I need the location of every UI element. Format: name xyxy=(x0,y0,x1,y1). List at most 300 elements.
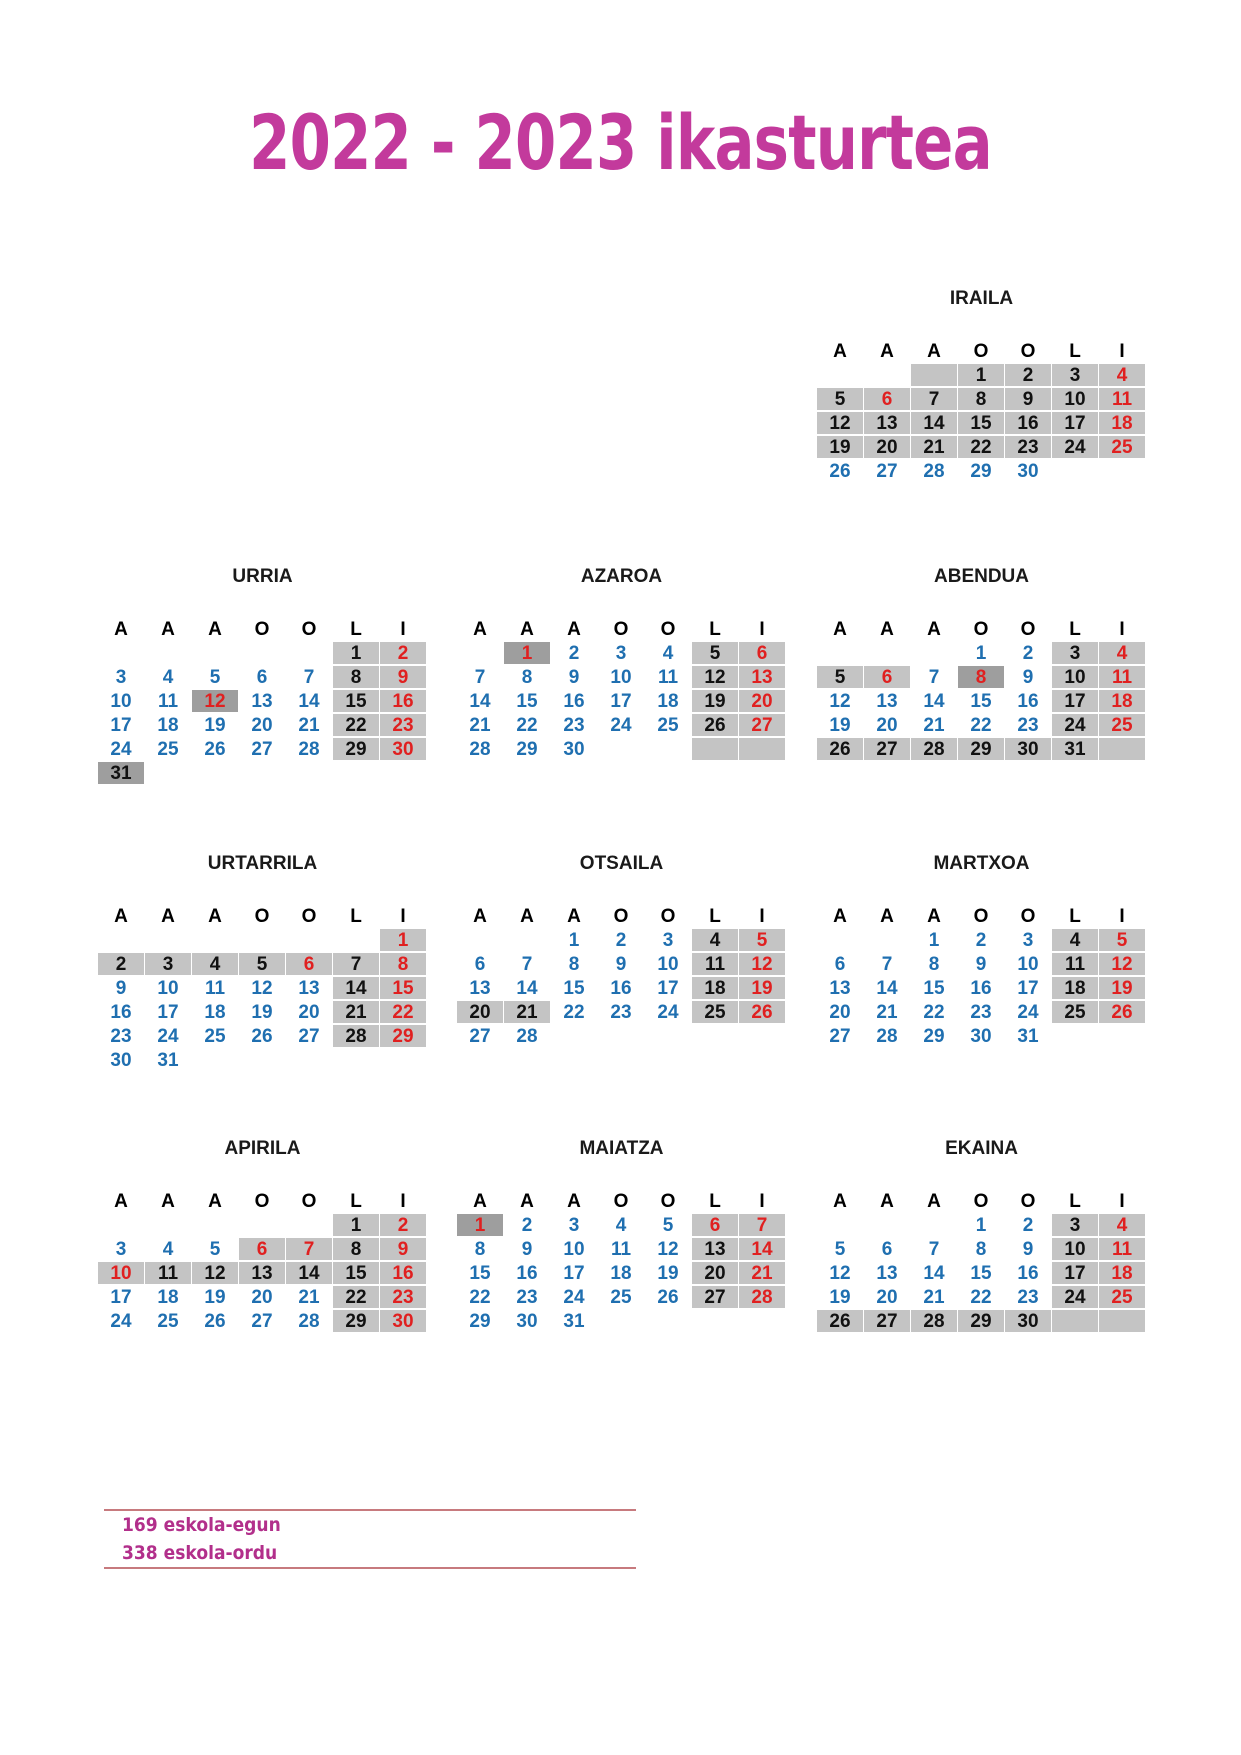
day-cell: 10 xyxy=(1052,666,1099,689)
day-cell: 9 xyxy=(1005,388,1052,411)
weekday-header: A xyxy=(98,618,145,641)
weekday-header: A xyxy=(145,618,192,641)
weekday-header: O xyxy=(286,1190,333,1213)
day-cell: 18 xyxy=(1052,977,1099,1000)
weekday-header: A xyxy=(864,1190,911,1213)
month-name: URTARRILA xyxy=(207,853,318,874)
day-cell: 18 xyxy=(145,1286,192,1309)
week-row xyxy=(98,929,427,953)
day-cell: 11 xyxy=(1099,1238,1146,1261)
weekday-header: A xyxy=(457,618,504,641)
empty-cell xyxy=(286,929,333,952)
day-cell: 20 xyxy=(239,714,286,737)
day-cell: 31 xyxy=(551,1310,598,1333)
day-cell: 7 xyxy=(333,953,380,976)
day-cell: 16 xyxy=(598,977,645,1000)
month-name: APIRILA xyxy=(224,1138,301,1159)
weekday-header: I xyxy=(1099,340,1146,363)
month-name: MARTXOA xyxy=(933,853,1030,874)
day-cell: 22 xyxy=(457,1286,504,1309)
day-cell: 20 xyxy=(692,1262,739,1285)
week-row xyxy=(817,977,1146,1001)
month-ekaina xyxy=(817,1138,1146,1368)
day-cell: 16 xyxy=(1005,1262,1052,1285)
empty-cell xyxy=(864,1214,911,1237)
day-cell: 24 xyxy=(645,1001,692,1024)
day-cell: 29 xyxy=(958,1310,1005,1333)
day-cell: 18 xyxy=(1099,690,1146,713)
day-cell: 14 xyxy=(911,690,958,713)
day-cell: 10 xyxy=(1005,953,1052,976)
day-cell: 14 xyxy=(457,690,504,713)
day-cell: 5 xyxy=(192,1238,239,1261)
day-cell: 20 xyxy=(864,1286,911,1309)
day-cell: 11 xyxy=(145,1262,192,1285)
day-cell: 15 xyxy=(911,977,958,1000)
day-cell: 27 xyxy=(864,1310,911,1333)
weekday-header: I xyxy=(739,1190,786,1213)
week-row xyxy=(98,1286,427,1310)
weekday-header: A xyxy=(911,1190,958,1213)
day-cell: 3 xyxy=(145,953,192,976)
day-cell: 5 xyxy=(692,642,739,665)
day-cell: 6 xyxy=(457,953,504,976)
weekday-header: O xyxy=(958,340,1005,363)
day-cell: 13 xyxy=(286,977,333,1000)
day-cell: 25 xyxy=(192,1025,239,1048)
weekday-header: L xyxy=(333,1190,380,1213)
week-row xyxy=(817,460,1146,484)
day-cell: 11 xyxy=(598,1238,645,1261)
day-cell: 17 xyxy=(1005,977,1052,1000)
week-row xyxy=(457,666,786,690)
day-cell: 23 xyxy=(504,1286,551,1309)
empty-cell xyxy=(145,762,192,785)
empty-cell xyxy=(457,642,504,665)
day-cell: 22 xyxy=(333,714,380,737)
day-cell: 27 xyxy=(239,1310,286,1333)
day-cell: 17 xyxy=(1052,1262,1099,1285)
weekday-header: I xyxy=(380,618,427,641)
day-cell: 10 xyxy=(98,1262,145,1285)
weekday-header-row xyxy=(817,618,1146,642)
weekday-header: O xyxy=(239,1190,286,1213)
week-row xyxy=(98,1025,427,1049)
day-cell: 2 xyxy=(551,642,598,665)
weekday-header: A xyxy=(504,618,551,641)
day-cell: 12 xyxy=(192,690,239,713)
day-cell: 18 xyxy=(645,690,692,713)
weekday-header: A xyxy=(145,905,192,928)
weekday-header: I xyxy=(380,1190,427,1213)
day-cell: 1 xyxy=(457,1214,504,1237)
day-cell: 17 xyxy=(145,1001,192,1024)
weekday-header: A xyxy=(457,905,504,928)
empty-cell xyxy=(192,1214,239,1237)
week-row xyxy=(98,762,427,786)
day-cell: 16 xyxy=(504,1262,551,1285)
weekday-header: I xyxy=(1099,1190,1146,1213)
empty-cell xyxy=(1099,1025,1146,1048)
day-cell: 6 xyxy=(864,666,911,689)
day-cell: 15 xyxy=(380,977,427,1000)
day-cell: 24 xyxy=(1005,1001,1052,1024)
day-cell: 7 xyxy=(504,953,551,976)
weekday-header: A xyxy=(864,905,911,928)
week-row xyxy=(98,1001,427,1025)
day-cell: 21 xyxy=(333,1001,380,1024)
day-cell: 15 xyxy=(958,1262,1005,1285)
day-cell: 12 xyxy=(239,977,286,1000)
week-row xyxy=(817,1001,1146,1025)
empty-cell xyxy=(598,738,645,761)
week-row xyxy=(817,738,1146,762)
day-cell: 23 xyxy=(98,1025,145,1048)
weekday-header: O xyxy=(645,618,692,641)
empty-cell xyxy=(864,642,911,665)
empty-cell xyxy=(145,1214,192,1237)
day-cell: 27 xyxy=(864,738,911,761)
weekday-header: A xyxy=(145,1190,192,1213)
empty-cell xyxy=(333,1049,380,1072)
day-cell: 29 xyxy=(958,460,1005,483)
empty-cell xyxy=(817,929,864,952)
weekday-header: L xyxy=(333,618,380,641)
weekday-header: A xyxy=(98,905,145,928)
weekday-header: A xyxy=(864,340,911,363)
week-row xyxy=(98,738,427,762)
day-cell: 25 xyxy=(598,1286,645,1309)
empty-cell xyxy=(692,1310,739,1333)
empty-cell xyxy=(145,642,192,665)
month-iraila xyxy=(817,288,1146,508)
day-cell: 26 xyxy=(817,460,864,483)
weekday-header: A xyxy=(504,1190,551,1213)
day-cell: 4 xyxy=(1099,1214,1146,1237)
weekday-header-row xyxy=(457,618,786,642)
day-cell: 9 xyxy=(98,977,145,1000)
empty-cell xyxy=(333,762,380,785)
weekday-header: O xyxy=(239,618,286,641)
weekday-header: O xyxy=(239,905,286,928)
day-cell: 31 xyxy=(1052,738,1099,761)
week-row xyxy=(817,1238,1146,1262)
weekday-header: I xyxy=(1099,618,1146,641)
day-cell: 19 xyxy=(239,1001,286,1024)
day-cell: 26 xyxy=(817,1310,864,1333)
day-cell: 28 xyxy=(911,1310,958,1333)
day-cell: 28 xyxy=(504,1025,551,1048)
day-cell: 27 xyxy=(457,1025,504,1048)
day-cell: 11 xyxy=(1099,388,1146,411)
month-name: URRIA xyxy=(232,566,293,587)
weekday-header: L xyxy=(692,905,739,928)
empty-cell xyxy=(286,642,333,665)
day-cell: 15 xyxy=(958,690,1005,713)
day-cell: 25 xyxy=(145,1310,192,1333)
week-row xyxy=(98,953,427,977)
day-cell: 2 xyxy=(1005,642,1052,665)
weekday-header-row xyxy=(98,1190,427,1214)
week-row xyxy=(457,642,786,666)
day-cell: 3 xyxy=(598,642,645,665)
day-cell: 8 xyxy=(457,1238,504,1261)
day-cell: 21 xyxy=(911,1286,958,1309)
empty-cell xyxy=(911,642,958,665)
day-cell: 18 xyxy=(1099,1262,1146,1285)
day-cell: 30 xyxy=(1005,460,1052,483)
day-cell: 23 xyxy=(551,714,598,737)
day-cell: 5 xyxy=(817,388,864,411)
month-azaroa xyxy=(457,566,786,796)
day-cell: 23 xyxy=(1005,714,1052,737)
day-cell: 17 xyxy=(98,1286,145,1309)
weekday-header: I xyxy=(739,618,786,641)
day-cell: 20 xyxy=(239,1286,286,1309)
day-cell: 3 xyxy=(1005,929,1052,952)
day-cell: 28 xyxy=(739,1286,786,1309)
day-cell: 9 xyxy=(598,953,645,976)
day-cell: 31 xyxy=(98,762,145,785)
day-cell: 2 xyxy=(504,1214,551,1237)
day-cell: 21 xyxy=(911,436,958,459)
empty-cell xyxy=(333,929,380,952)
day-cell: 8 xyxy=(333,1238,380,1261)
day-cell: 3 xyxy=(1052,364,1099,387)
day-cell: 30 xyxy=(380,738,427,761)
week-row xyxy=(98,1238,427,1262)
day-cell: 17 xyxy=(98,714,145,737)
day-cell: 23 xyxy=(380,1286,427,1309)
month-name: OTSAILA xyxy=(579,853,664,874)
week-row xyxy=(817,690,1146,714)
day-cell: 16 xyxy=(380,690,427,713)
weekday-header-row xyxy=(457,905,786,929)
day-cell: 21 xyxy=(457,714,504,737)
week-row xyxy=(98,1262,427,1286)
week-row xyxy=(817,1025,1146,1049)
empty-cell xyxy=(239,642,286,665)
day-cell: 25 xyxy=(145,738,192,761)
week-row xyxy=(817,714,1146,738)
empty-cell xyxy=(551,1025,598,1048)
day-cell: 27 xyxy=(864,460,911,483)
day-cell: 13 xyxy=(239,1262,286,1285)
day-cell: 18 xyxy=(598,1262,645,1285)
month-name: EKAINA xyxy=(945,1138,1018,1159)
day-cell: 21 xyxy=(911,714,958,737)
empty-cell xyxy=(645,1310,692,1333)
day-cell: 2 xyxy=(1005,1214,1052,1237)
day-cell: 1 xyxy=(333,642,380,665)
weekday-header: O xyxy=(645,1190,692,1213)
day-cell: 25 xyxy=(645,714,692,737)
day-cell: 9 xyxy=(1005,666,1052,689)
empty-cell xyxy=(645,1025,692,1048)
empty-cell xyxy=(1052,460,1099,483)
day-cell: 17 xyxy=(551,1262,598,1285)
week-row xyxy=(817,1310,1146,1334)
day-cell: 12 xyxy=(692,666,739,689)
day-cell: 15 xyxy=(333,690,380,713)
weekday-header: A xyxy=(457,1190,504,1213)
day-cell: 7 xyxy=(739,1214,786,1237)
day-cell: 21 xyxy=(286,1286,333,1309)
weekday-header: A xyxy=(504,905,551,928)
day-cell: 5 xyxy=(739,929,786,952)
weekday-header: O xyxy=(1005,1190,1052,1213)
week-row xyxy=(457,1262,786,1286)
day-cell: 6 xyxy=(692,1214,739,1237)
day-cell: 7 xyxy=(286,666,333,689)
day-cell: 21 xyxy=(864,1001,911,1024)
weekday-header: I xyxy=(739,905,786,928)
day-cell: 22 xyxy=(911,1001,958,1024)
day-cell: 29 xyxy=(333,1310,380,1333)
day-cell: 10 xyxy=(645,953,692,976)
day-cell: 3 xyxy=(1052,642,1099,665)
week-row xyxy=(457,714,786,738)
day-cell: 26 xyxy=(645,1286,692,1309)
weekday-header: A xyxy=(551,618,598,641)
school-hours-count: 338 eskola-ordu xyxy=(122,1542,278,1564)
weekday-header-row xyxy=(98,618,427,642)
empty-cell xyxy=(98,1214,145,1237)
day-cell: 4 xyxy=(692,929,739,952)
day-cell: 31 xyxy=(145,1049,192,1072)
school-days-count: 169 eskola-egun xyxy=(122,1514,281,1536)
day-cell: 9 xyxy=(380,1238,427,1261)
day-cell: 16 xyxy=(1005,412,1052,435)
empty-cell xyxy=(457,929,504,952)
day-cell: 2 xyxy=(598,929,645,952)
empty-cell xyxy=(692,1025,739,1048)
day-cell: 5 xyxy=(645,1214,692,1237)
day-cell: 13 xyxy=(817,977,864,1000)
empty-cell xyxy=(817,1214,864,1237)
weekday-header: O xyxy=(958,618,1005,641)
day-cell: 9 xyxy=(551,666,598,689)
day-cell: 3 xyxy=(98,666,145,689)
day-cell: 7 xyxy=(457,666,504,689)
weekday-header: A xyxy=(98,1190,145,1213)
day-cell: 10 xyxy=(551,1238,598,1261)
week-row xyxy=(457,1001,786,1025)
day-cell: 19 xyxy=(192,714,239,737)
day-cell: 21 xyxy=(504,1001,551,1024)
day-cell: 6 xyxy=(239,666,286,689)
weekday-header: A xyxy=(864,618,911,641)
month-name: AZAROA xyxy=(580,566,663,587)
day-cell: 8 xyxy=(958,666,1005,689)
day-cell: 28 xyxy=(333,1025,380,1048)
day-cell: 28 xyxy=(911,460,958,483)
day-cell: 18 xyxy=(692,977,739,1000)
day-cell: 12 xyxy=(645,1238,692,1261)
weekday-header: A xyxy=(817,618,864,641)
day-cell: 14 xyxy=(286,690,333,713)
weekday-header: A xyxy=(551,905,598,928)
week-row xyxy=(457,738,786,762)
empty-cell xyxy=(598,1310,645,1333)
day-cell: 16 xyxy=(551,690,598,713)
day-cell: 13 xyxy=(739,666,786,689)
day-cell: 12 xyxy=(1099,953,1146,976)
week-row xyxy=(98,642,427,666)
day-cell: 15 xyxy=(551,977,598,1000)
day-cell: 6 xyxy=(864,1238,911,1261)
day-cell: 26 xyxy=(739,1001,786,1024)
weekday-header: L xyxy=(1052,1190,1099,1213)
day-cell: 30 xyxy=(551,738,598,761)
day-cell: 19 xyxy=(817,714,864,737)
day-cell: 16 xyxy=(958,977,1005,1000)
month-name: ABENDUA xyxy=(934,566,1029,587)
day-cell: 23 xyxy=(958,1001,1005,1024)
weekday-header: O xyxy=(598,1190,645,1213)
day-cell: 7 xyxy=(864,953,911,976)
day-cell: 8 xyxy=(958,388,1005,411)
day-cell: 24 xyxy=(551,1286,598,1309)
week-row xyxy=(457,1238,786,1262)
day-cell: 29 xyxy=(911,1025,958,1048)
day-cell: 23 xyxy=(598,1001,645,1024)
weekday-header-row xyxy=(457,1190,786,1214)
day-cell: 12 xyxy=(739,953,786,976)
day-cell: 27 xyxy=(739,714,786,737)
empty-cell xyxy=(504,929,551,952)
week-row xyxy=(98,1049,427,1073)
day-cell: 2 xyxy=(98,953,145,976)
month-apirila xyxy=(98,1138,427,1368)
day-cell: 19 xyxy=(692,690,739,713)
summary-box xyxy=(104,1509,636,1569)
day-cell: 8 xyxy=(551,953,598,976)
weekday-header: O xyxy=(286,905,333,928)
day-cell: 20 xyxy=(864,436,911,459)
day-cell: 10 xyxy=(1052,388,1099,411)
day-cell: 20 xyxy=(817,1001,864,1024)
day-cell: 24 xyxy=(1052,714,1099,737)
shaded-empty-cell xyxy=(739,738,786,761)
weekday-header: A xyxy=(817,905,864,928)
week-row xyxy=(98,1214,427,1238)
weekday-header: O xyxy=(598,905,645,928)
week-row xyxy=(98,690,427,714)
day-cell: 13 xyxy=(864,412,911,435)
day-cell: 25 xyxy=(1099,714,1146,737)
day-cell: 5 xyxy=(1099,929,1146,952)
weekday-header: A xyxy=(192,618,239,641)
day-cell: 30 xyxy=(958,1025,1005,1048)
day-cell: 29 xyxy=(457,1310,504,1333)
month-grid xyxy=(817,1190,1146,1334)
day-cell: 13 xyxy=(692,1238,739,1261)
day-cell: 6 xyxy=(864,388,911,411)
weekday-header: O xyxy=(1005,340,1052,363)
weekday-header: O xyxy=(598,618,645,641)
day-cell: 22 xyxy=(551,1001,598,1024)
day-cell: 1 xyxy=(911,929,958,952)
day-cell: 11 xyxy=(192,977,239,1000)
day-cell: 5 xyxy=(239,953,286,976)
week-row xyxy=(457,1286,786,1310)
weekday-header: I xyxy=(380,905,427,928)
day-cell: 14 xyxy=(864,977,911,1000)
week-row xyxy=(817,1214,1146,1238)
month-grid xyxy=(98,618,427,786)
empty-cell xyxy=(98,929,145,952)
